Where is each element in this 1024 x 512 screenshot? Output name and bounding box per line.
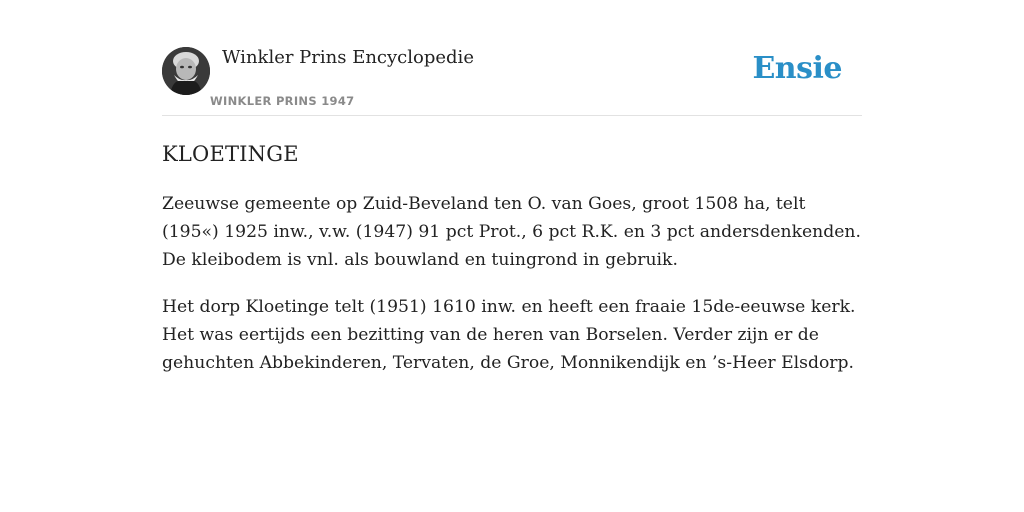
article-paragraph-2: Het dorp Kloetinge telt (1951) 1610 inw. en heeft een fraaie 15de-eeuwse kerk. Het was eertijds een bezitting van de heren van Borselen. Verder zijn er de gehuchten Abbekinderen, Tervaten, de Groe, Monnikendijk en ’s-Heer Elsdorp. [162,297,856,373]
source-header [162,40,862,116]
article-title: KLOETINGE [162,142,299,166]
ensie-logo[interactable]: Ensie [752,51,842,86]
source-title-link[interactable]: Winkler Prins Encyclopedie [222,47,474,68]
article-paragraph-1: Zeeuwse gemeente op Zuid-Beveland ten O. van Goes, groot 1508 ha, telt (195«) 1925 inw., v.w. (1947) 91 pct Prot., 6 pct R.K. en 3 pct andersdenkenden. De kleibodem is vnl. als bouwland en tuingrond in gebruik. [162,194,861,270]
author-portrait-icon[interactable] [162,47,210,95]
source-subtitle-link[interactable]: WINKLER PRINS 1947 [210,94,355,108]
article-card [162,40,862,377]
